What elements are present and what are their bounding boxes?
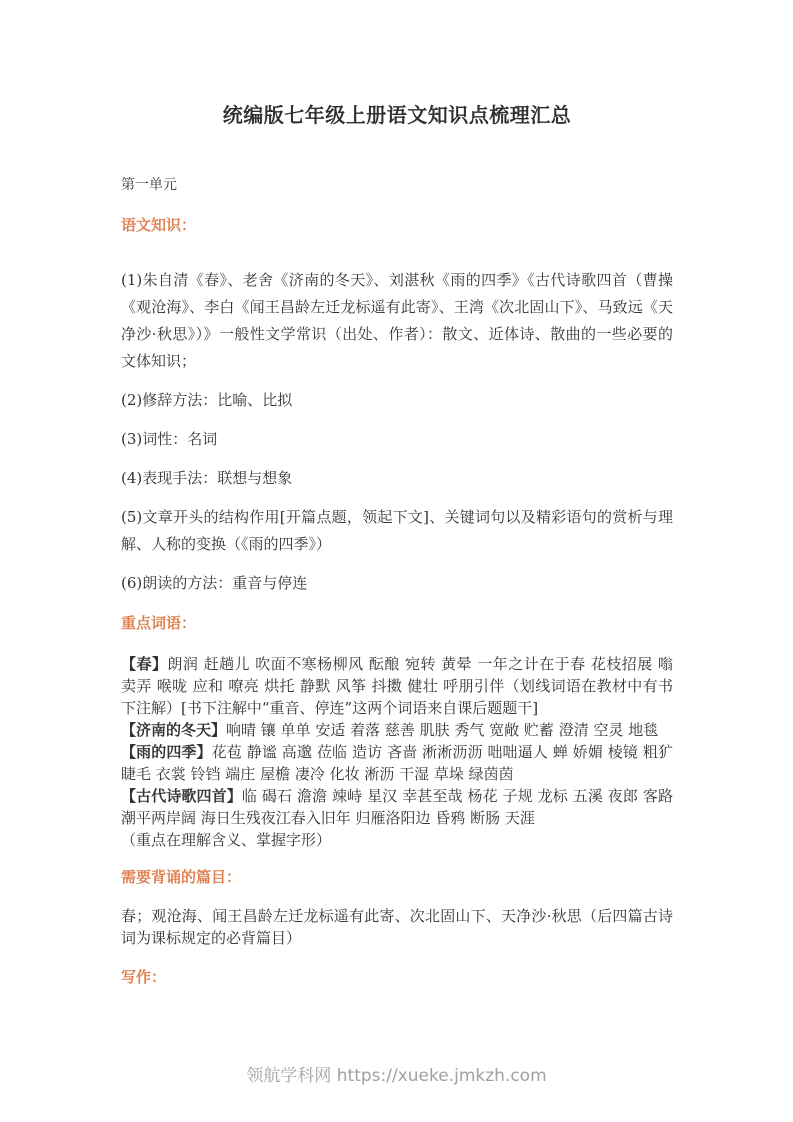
section-heading-knowledge: 语文知识： xyxy=(121,216,197,234)
knowledge-item-4: (4)表现手法：联想与想象 xyxy=(121,469,293,487)
knowledge-item-6: (6)朗读的方法：重音与停连 xyxy=(121,574,308,592)
word-entry-label: 【春】 xyxy=(121,655,168,673)
watermark-footer: 领航学科网 https://xueke.jmkzh.com xyxy=(246,1066,547,1086)
word-entry-label: 【济南的冬天】 xyxy=(121,721,227,739)
knowledge-item-3: (3)词性：名词 xyxy=(121,430,218,448)
section-heading-recitation: 需要背诵的篇目： xyxy=(121,868,242,886)
word-entry-words: 花苞 静谧 高邈 莅临 造访 吝啬 淅淅沥沥 咄咄逼人 蝉 娇媚 棱镜 粗犷 睫毛 衣裳 铃铛 端庄 屋檐 凄冷 化妆 淅沥 干湿 草垛 绿茵茵 xyxy=(121,743,673,783)
recitation-content: 春；观沧海、闻王昌龄左迁龙标遥有此寄、次北固山下、天净沙·秋思（后四篇古诗词为课标规定的必背篇目） xyxy=(121,907,673,947)
section-heading-key-words: 重点词语： xyxy=(121,614,197,632)
word-entry-yudesiji xyxy=(121,741,673,785)
word-entry-gudaishige xyxy=(121,785,673,829)
word-entry-label: 【古代诗歌四首】 xyxy=(121,787,242,805)
word-entry-chun xyxy=(121,653,673,719)
word-entry-words: 临 碣石 澹澹 竦峙 星汉 幸甚至哉 杨花 子规 龙标 五溪 夜郎 客路 潮平两岸阔 海日生残夜江春入旧年 归雁洛阳边 昏鸦 断肠 天涯 xyxy=(121,787,673,827)
page-title: 统编版七年级上册语文知识点梳理汇总 xyxy=(222,103,572,127)
knowledge-item-1: (1)朱自清《春》、老舍《济南的冬天》、刘湛秋《雨的四季》《古代诗歌四首（曹操《观沧海》、李白《闻王昌龄左迁龙标遥有此寄》、王湾《次北固山下》、马致远《天净沙·秋思》）》一般性文学常识（出处、作者）：散文、近体诗、散曲的一些必要的文体知识； xyxy=(121,271,673,370)
knowledge-item-5: (5)文章开头的结构作用[开篇点题，领起下文]、关键词句以及精彩语句的赏析与理解、人称的变换（《雨的四季》） xyxy=(121,508,673,553)
key-words-block xyxy=(121,653,673,851)
key-words-note: （重点在理解含义、掌握字形） xyxy=(121,831,332,849)
word-entry-words: 朗润 赶趟儿 吹面不寒杨柳风 酝酿 宛转 黄晕 一年之计在于春 花枝招展 嗡 卖弄 喉咙 应和 嘹亮 烘托 静默 风筝 抖擞 健壮 呼朋引伴（划线词语在教材中有书下注解）[书下注解中“重音、停连”这两个词语来自课后题题干] xyxy=(121,655,673,717)
word-entry-words: 响晴 镶 单单 安适 着落 慈善 肌肤 秀气 宽敞 贮蓄 澄清 空灵 地毯 xyxy=(226,721,659,739)
word-entry-label: 【雨的四季】 xyxy=(121,743,212,761)
knowledge-item-2: (2)修辞方法：比喻、比拟 xyxy=(121,391,293,409)
section-heading-writing: 写作： xyxy=(121,968,167,986)
unit-label: 第一单元 xyxy=(121,177,177,193)
word-entry-jinan xyxy=(121,719,673,741)
